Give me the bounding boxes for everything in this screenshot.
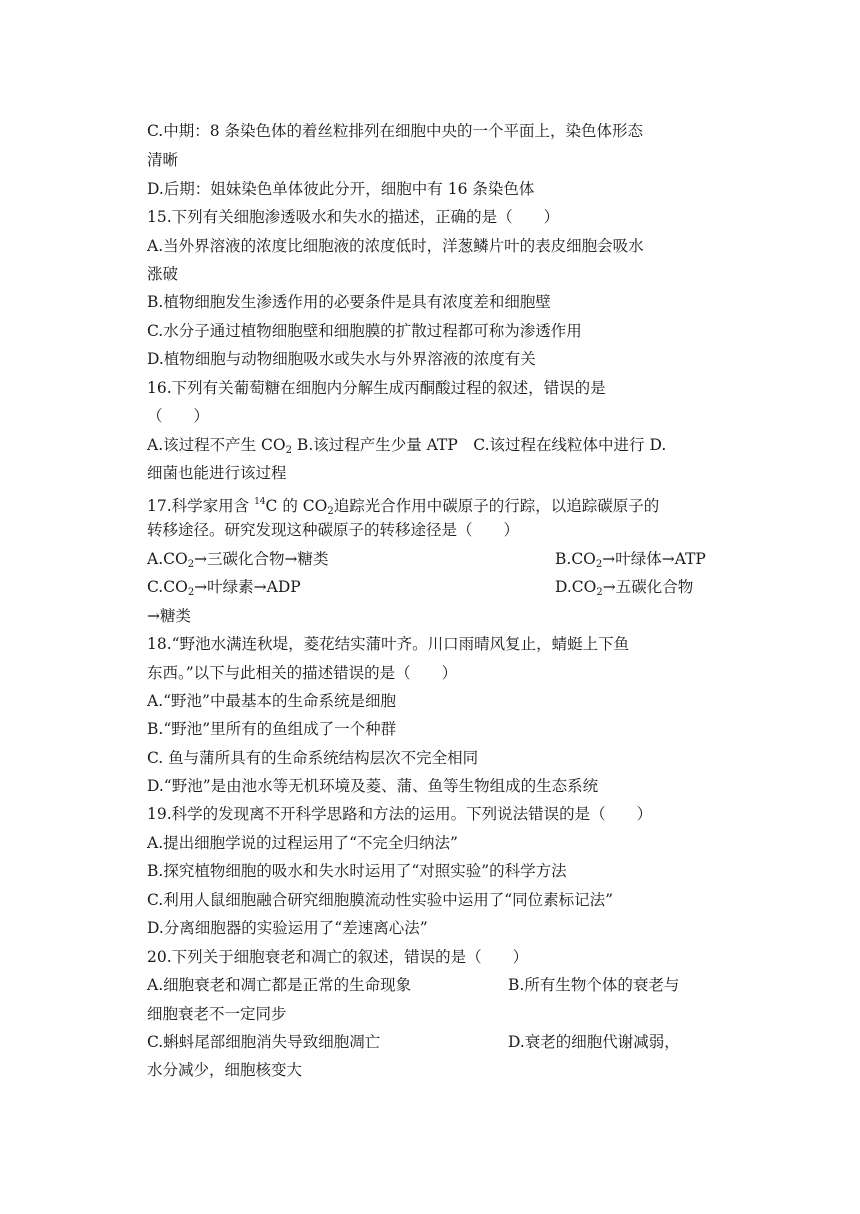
q16-options-line1: A.该过程不产生 $CO_2$ B.该过程产生少量 ATP C.该过程在线粒体中进行 D. xyxy=(147,436,667,456)
q14-option-d: D.后期：姐妹染色单体彼此分开，细胞中有 16 条染色体 xyxy=(147,180,535,198)
q16-options-line2: 细菌也能进行该过程 xyxy=(147,464,287,482)
q16-stem-line1: 16.下列有关葡萄糖在细胞内分解生成丙酮酸过程的叙述，错误的是 xyxy=(147,379,606,397)
q15-option-c: C.水分子通过植物细胞壁和细胞膜的扩散过程都可称为渗透作用 xyxy=(147,322,582,340)
q19-option-b: B.探究植物细胞的吸水和失水时运用了“对照实验”的科学方法 xyxy=(147,862,567,880)
q20-option-b: B.所有生物个体的衰老与 xyxy=(508,976,680,994)
q20-option-a: A.细胞衰老和凋亡都是正常的生命现象 xyxy=(147,976,412,994)
q15-option-b: B.植物细胞发生渗透作用的必要条件是具有浓度差和细胞壁 xyxy=(147,293,551,311)
q16-stem-line2: （ ） xyxy=(147,407,210,425)
q19-option-d: D.分离细胞器的实验运用了“差速离心法” xyxy=(147,919,428,937)
q20-option-d-line2: 水分减少，细胞核变大 xyxy=(147,1061,303,1079)
q14-option-c-line2: 清晰 xyxy=(147,151,179,169)
q17-stem-line1: 17.科学家用含 $^{14}$C 的 $CO_2$追踪光合作用中碳原子的行踪，以追踪碳原子的 xyxy=(147,497,660,517)
q20-option-b-line2: 细胞衰老不一定同步 xyxy=(147,1005,287,1023)
q15-option-d: D.植物细胞与动物细胞吸水或失水与外界溶液的浓度有关 xyxy=(147,350,536,368)
q20-option-c: C.蝌蚪尾部细胞消失导致细胞凋亡 xyxy=(147,1033,381,1051)
q18-option-d: D.“野池”是由池水等无机环境及菱、蒲、鱼等生物组成的生态系统 xyxy=(147,777,599,795)
q15-option-a-line2: 涨破 xyxy=(147,265,179,283)
q14-option-c-line1: C.中期：8 条染色体的着丝粒排列在细胞中央的一个平面上，染色体形态 xyxy=(147,122,644,140)
q17-option-d: $D.CO_2\to$五碳化合物 xyxy=(555,578,694,598)
q20-stem: 20.下列关于细胞衰老和凋亡的叙述，错误的是（ ） xyxy=(147,948,529,966)
q17-option-a: $A.CO_2\to$三碳化合物→糖类 xyxy=(147,550,329,570)
q18-stem-line1: 18.“野池水满连秋堤，菱花结实蒲叶齐。川口雨晴风复止，蜻蜓上下鱼 xyxy=(147,635,630,653)
q17-option-b: $B.CO_2\to$叶绿体→ATP xyxy=(555,550,706,570)
q18-stem-line2: 东西。”以下与此相关的描述错误的是（ ） xyxy=(147,664,458,682)
q19-option-a: A.提出细胞学说的过程运用了“不完全归纳法” xyxy=(147,834,458,852)
q17-option-d-line2: →糖类 xyxy=(147,607,191,625)
q17-option-c: $C.CO_2\to$叶绿素→ADP xyxy=(147,578,301,598)
q19-stem: 19.科学的发现离不开科学思路和方法的运用。下列说法错误的是（ ） xyxy=(147,805,653,823)
q15-option-a-line1: A.当外界溶液的浓度比细胞液的浓度低时，洋葱鳞片叶的表皮细胞会吸水 xyxy=(147,237,644,255)
q19-option-c: C.利用人鼠细胞融合研究细胞膜流动性实验中运用了“同位素标记法” xyxy=(147,891,614,909)
q17-stem-line2: 转移途径。研究发现这种碳原子的转移途径是（ ） xyxy=(147,521,520,539)
q18-option-b: B.“野池”里所有的鱼组成了一个种群 xyxy=(147,720,397,738)
q18-option-a: A.“野池”中最基本的生命系统是细胞 xyxy=(147,692,396,710)
q20-option-d: D.衰老的细胞代谢减弱， xyxy=(508,1033,680,1051)
q18-option-c: C. 鱼与蒲所具有的生命系统结构层次不完全相同 xyxy=(147,749,479,767)
q15-stem: 15.下列有关细胞渗透吸水和失水的描述，正确的是（ ） xyxy=(147,208,560,226)
